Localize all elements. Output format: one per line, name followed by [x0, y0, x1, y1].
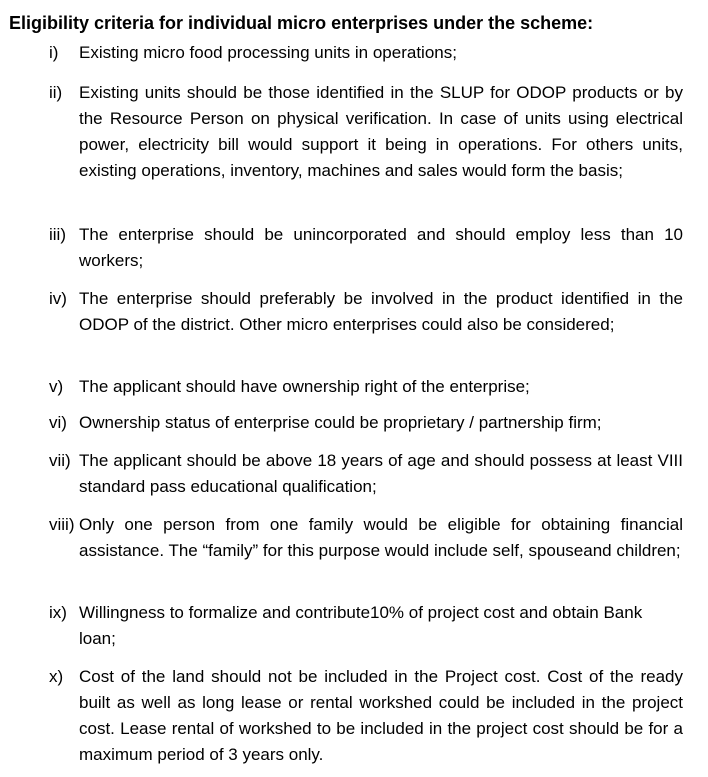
- item-text: Willingness to formalize and contribute10% of project cost and obtain Bank loan;: [79, 603, 643, 648]
- item-text: The applicant should be above 18 years of age and should possess at least VIII standard pass educational qualification;: [79, 451, 683, 496]
- item-text: The enterprise should be unincorporated and should employ less than 10 workers;: [79, 225, 683, 270]
- item-text: The applicant should have ownership right of the enterprise;: [79, 377, 530, 396]
- item-number: ix): [49, 603, 67, 622]
- item-number: x): [49, 667, 64, 686]
- item-text: The enterprise should preferably be involved in the product identified in the ODOP of the district. Other micro enterprises could also be considered;: [79, 289, 683, 334]
- item-text: Existing units should be those identified in the SLUP for ODOP products or by the Resource Person on physical verification. In case of units using electrical power, electricity bill would support it being in operations. For others units, existing operations, inventory, machines and sales would form the basis;: [79, 83, 683, 180]
- item-text: Existing micro food processing units in operations;: [79, 43, 457, 62]
- item-number: iii): [49, 225, 66, 244]
- item-text: Only one person from one family would be eligible for obtaining financial assistance. The “family” for this purpose would include self, spouseand children;: [79, 515, 683, 560]
- item-number: vi): [49, 413, 67, 432]
- item-number: v): [49, 377, 64, 396]
- item-text: Ownership status of enterprise could be proprietary / partnership firm;: [79, 413, 602, 432]
- item-number: i): [49, 43, 59, 62]
- item-number: vii): [49, 451, 71, 470]
- item-text: Cost of the land should not be included in the Project cost. Cost of the ready built as well as long lease or rental workshed could be included in the project cost. Lease rental of workshed to be included in the project cost should be for a maximum period of 3 years only.: [79, 667, 683, 764]
- section-heading: Eligibility criteria for individual micro enterprises under the scheme:: [9, 13, 594, 33]
- item-number: viii): [49, 515, 75, 534]
- item-number: ii): [49, 83, 63, 102]
- item-number: iv): [49, 289, 67, 308]
